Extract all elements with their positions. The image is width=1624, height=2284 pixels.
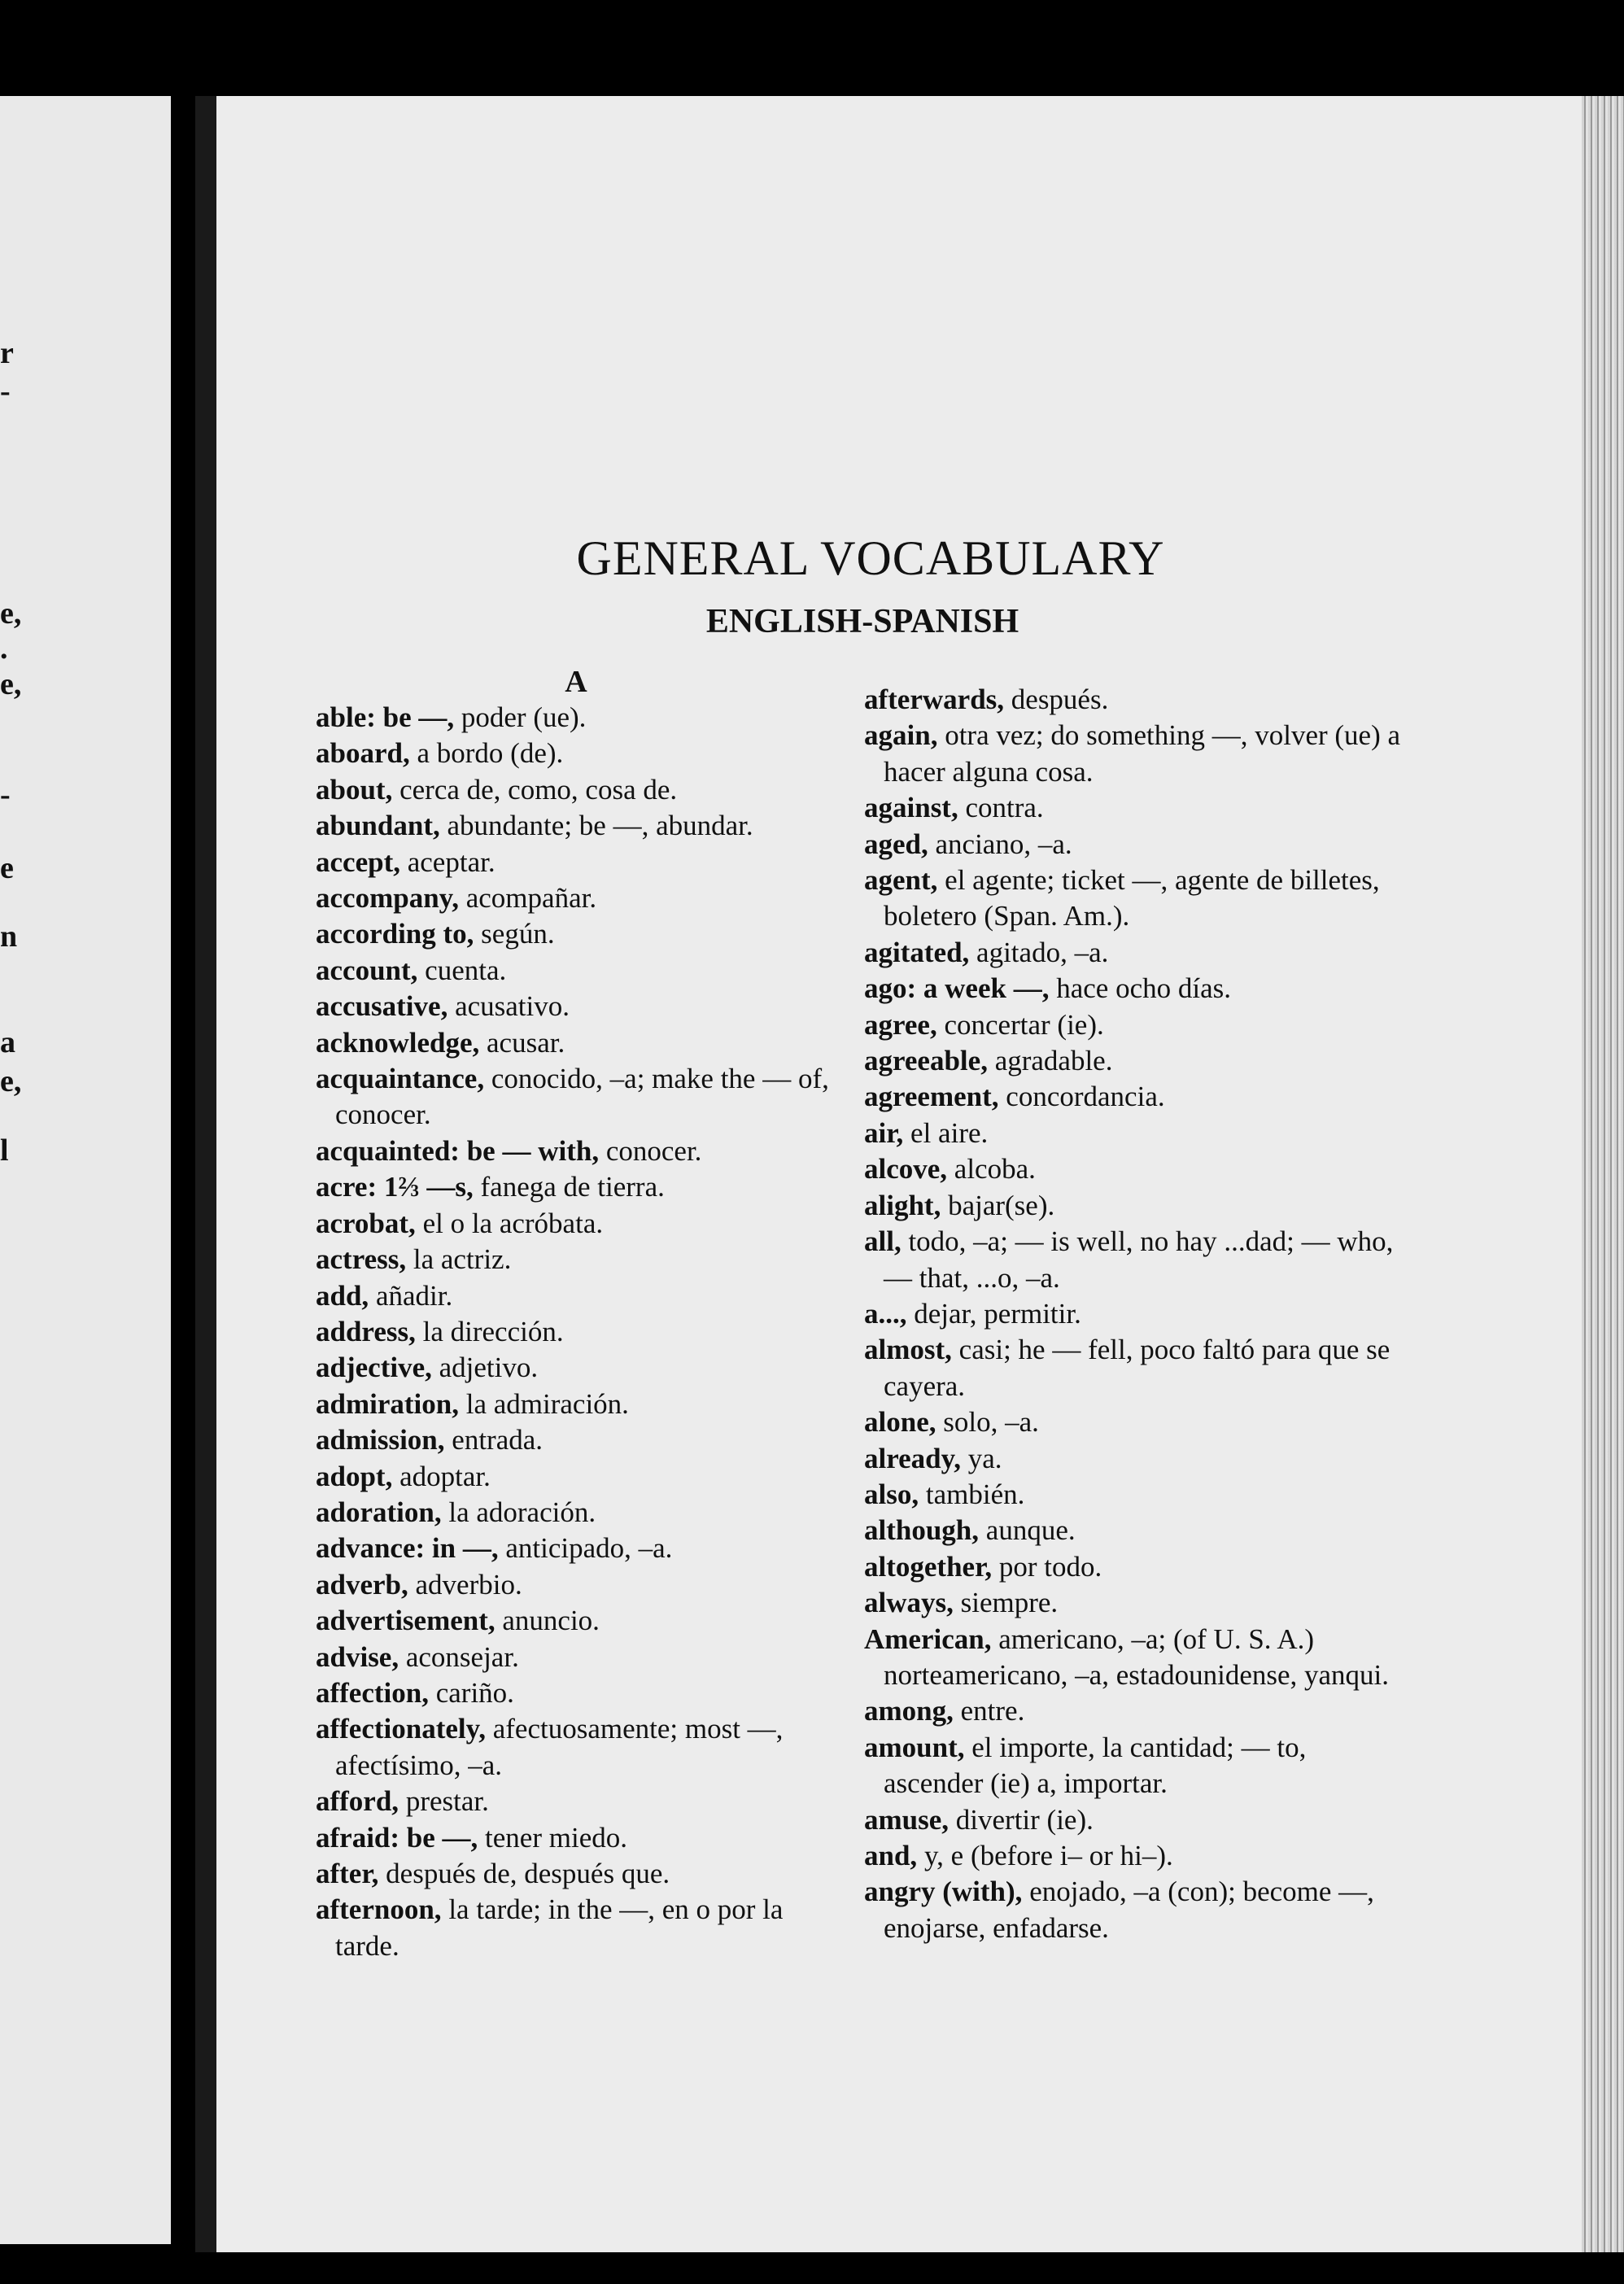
entry-translation: enojado, –a (con); become —, enojarse, enfadarse. [884,1876,1374,1944]
vocab-entry [864,863,1401,935]
entry-translation: adoptar. [392,1460,491,1492]
entry-headword: acquaintance, [316,1063,485,1095]
entry-headword: acknowledge, [316,1026,480,1059]
entry-translation: contra. [958,792,1044,824]
entry-translation: fanega de tierra. [473,1171,665,1203]
entry-translation: conocido, –a; make the — of, conocer. [335,1063,829,1131]
entry-headword: afterwards, [864,683,1005,715]
vocab-entry [864,1079,1401,1115]
entry-headword: agree, [864,1008,937,1041]
entry-headword: angry (with), [864,1876,1023,1908]
vocab-entry [864,1296,1401,1332]
entry-translation: el o la acróbata. [415,1207,604,1239]
entry-headword: alcove, [864,1153,948,1186]
vocab-entry [316,880,836,916]
entry-translation: otra vez; do something —, volver (ue) a hacer alguna cosa. [884,719,1401,788]
vocab-entry [316,953,836,989]
vocab-entry [864,935,1401,971]
entry-translation: bajar(se). [941,1189,1055,1221]
entry-translation: después de, después que. [378,1858,670,1889]
entry-headword: acquainted: be — with, [316,1134,600,1167]
entry-translation: y, e (before i– or hi–). [917,1840,1173,1871]
entry-headword: although, [864,1514,980,1547]
vocab-entry [316,1061,836,1133]
left-page-edge [0,96,171,2244]
entry-translation: afectuosamente; most —, afectísimo, –a. [335,1713,784,1781]
entry-translation: solo, –a. [936,1406,1039,1439]
entry-headword: admission, [316,1424,445,1456]
vocab-entry [316,1314,836,1350]
entry-translation: por todo. [992,1550,1102,1583]
entry-headword: address, [316,1315,416,1347]
left-margin-fragment: r [0,336,14,370]
entry-headword: agitated, [864,936,970,968]
entry-headword: acrobat, [316,1207,416,1239]
entry-translation: a bordo (de). [409,737,564,770]
entry-translation: concertar (ie). [936,1008,1104,1041]
page-edge-stack [1582,96,1624,2252]
entry-headword: afternoon, [316,1893,442,1926]
entry-headword: according to, [316,918,474,950]
entry-translation: abundante; be —, abundar. [439,810,753,842]
entry-translation: conocer. [599,1134,702,1167]
vocab-entry [864,1730,1401,1802]
entry-translation: la admiración. [458,1387,629,1420]
entry-translation: anciano, –a. [928,828,1072,860]
right-column [864,682,1401,1946]
entry-translation: cariño. [428,1676,514,1709]
right-entries-list [864,682,1401,1946]
entry-headword: also, [864,1478,919,1510]
entry-translation: americano, –a; (of U. S. A.) norteamericano, –a, estadounidense, yanqui. [884,1622,1390,1691]
vocab-entry [316,772,836,808]
vocab-entry [316,1206,836,1242]
entry-headword: affection, [316,1676,429,1709]
entry-headword: about, [316,773,393,806]
left-margin-fragment: e, [0,596,22,631]
entry-headword: accusative, [316,990,448,1023]
entry-headword: adoration, [316,1496,442,1528]
vocab-entry [864,1477,1401,1513]
left-column [316,664,836,1964]
vocab-entry [864,682,1401,718]
left-entries-list [316,700,836,1964]
vocab-entry [316,1350,836,1386]
entry-headword: affectionately, [316,1713,486,1745]
entry-headword: afford, [316,1785,399,1818]
entry-headword: against, [864,792,958,824]
vocab-entry [316,916,836,952]
vocab-entry [316,845,836,880]
entry-headword: among, [864,1695,954,1727]
vocab-entry [316,1422,836,1458]
entry-headword: after, [316,1858,379,1889]
vocab-entry [316,1675,836,1711]
entry-headword: accompany, [316,882,459,915]
entry-headword: abundant, [316,810,440,842]
left-margin-fragment: a [0,1025,15,1059]
vocab-entry [316,1784,836,1819]
entry-translation: según. [474,918,555,950]
entry-translation: divertir (ie). [949,1803,1094,1836]
entry-translation: añadir. [369,1279,453,1312]
entry-headword: always, [864,1587,954,1619]
vocab-entry [316,1133,836,1169]
entry-translation: cuenta. [417,954,507,986]
vocab-entry [864,1838,1401,1874]
entry-translation: hace ocho días. [1049,972,1231,1005]
entry-headword: agreeable, [864,1045,988,1077]
entry-translation: entre. [953,1695,1025,1727]
entry-translation: la tarde; in the —, en o por la tarde. [335,1893,784,1962]
vocab-entry [864,1116,1401,1151]
entry-translation: dejar, permitir. [906,1297,1081,1330]
vocab-entry [316,1242,836,1277]
entry-headword: adopt, [316,1460,393,1492]
entry-headword: and, [864,1840,918,1871]
entry-headword: alone, [864,1406,936,1439]
vocab-entry [864,1441,1401,1477]
entry-headword: a..., [864,1297,907,1330]
vocab-entry [316,700,836,736]
left-margin-fragment: e [0,851,14,885]
entry-translation: acusativo. [447,990,570,1023]
entry-headword: actress, [316,1243,407,1276]
entry-translation: siempre. [953,1587,1059,1619]
vocab-entry [864,1802,1401,1838]
vocab-entry [864,1224,1401,1296]
vocab-entry [316,1495,836,1531]
entry-headword: admiration, [316,1387,459,1420]
vocab-entry [864,1585,1401,1621]
vocab-entry [864,718,1401,790]
entry-translation: poder (ue). [454,701,587,733]
entry-translation: entrada. [444,1424,544,1456]
vocab-entry [864,1693,1401,1729]
vocab-entry [864,1332,1401,1404]
entry-headword: advance: in —, [316,1532,499,1565]
vocab-entry [316,1711,836,1784]
left-margin-fragment: - [0,374,11,408]
entry-translation: agitado, –a. [969,936,1109,968]
entry-headword: agreement, [864,1081,999,1113]
entry-headword: accept, [316,845,400,878]
entry-headword: adjective, [316,1352,432,1384]
section-letter: A [565,665,587,699]
vocab-entry [316,1278,836,1314]
vocab-entry [316,1459,836,1495]
entry-translation: acusar. [479,1026,565,1059]
entry-headword: air, [864,1116,904,1149]
entry-translation: adverbio. [408,1568,522,1601]
entry-headword: American, [864,1622,992,1655]
left-margin-fragment: l [0,1133,9,1168]
left-margin-fragment: e, [0,1064,22,1098]
vocab-entry [316,1169,836,1205]
entry-translation: ya. [960,1442,1002,1474]
entry-translation: adjetivo. [431,1352,539,1384]
entry-translation: el importe, la cantidad; — to, ascender (ie) a, importar. [884,1731,1307,1800]
left-margin-fragment: n [0,919,18,954]
page-subtitle: ENGLISH-SPANISH [705,603,1019,640]
vocab-entry [864,1188,1401,1224]
entry-translation: todo, –a; — is well, no hay ...dad; — who, — that, ...o, –a. [884,1225,1394,1294]
vocab-entry [864,1151,1401,1187]
vocab-entry [316,1387,836,1422]
vocab-entry [316,1531,836,1566]
entry-headword: all, [864,1225,901,1258]
entry-translation: concordancia. [998,1081,1165,1113]
entry-headword: add, [316,1279,369,1312]
entry-translation: agradable. [987,1045,1113,1077]
entry-headword: alight, [864,1189,941,1221]
entry-translation: anuncio. [495,1605,600,1637]
entry-translation: el agente; ticket —, agente de billetes, boletero (Span. Am.). [884,864,1380,932]
entry-headword: again, [864,719,938,752]
entry-translation: el aire. [903,1116,989,1149]
entry-headword: already, [864,1442,961,1474]
vocab-entry [316,1856,836,1892]
entry-headword: amount, [864,1731,965,1763]
entry-headword: acre: 1⅔ —s, [316,1171,474,1203]
vocab-entry [864,1404,1401,1440]
vocab-entry [864,1549,1401,1585]
entry-headword: advertisement, [316,1605,495,1637]
vocab-entry [864,1622,1401,1694]
entry-translation: después. [1004,683,1109,715]
entry-translation: la adoración. [441,1496,596,1528]
entry-translation: cerca de, como, cosa de. [392,773,678,806]
page-title: GENERAL VOCABULARY [576,531,1165,585]
entry-headword: amuse, [864,1803,950,1836]
entry-headword: ago: a week —, [864,972,1050,1005]
vocab-entry [864,1043,1401,1079]
vocab-entry [316,1603,836,1639]
vocab-entry [316,989,836,1024]
entry-translation: aconsejar. [399,1640,519,1673]
entry-headword: aged, [864,828,928,860]
vocab-entry [864,971,1401,1007]
entry-translation: casi; he — fell, poco faltó para que se cayera. [884,1334,1390,1402]
entry-translation: aceptar. [399,845,495,878]
entry-translation: anticipado, –a. [498,1532,673,1565]
entry-translation: alcoba. [947,1153,1036,1186]
vocab-entry [316,1820,836,1856]
entry-translation: prestar. [399,1785,489,1818]
entry-translation: la dirección. [415,1315,564,1347]
entry-translation: tener miedo. [478,1821,627,1854]
entry-headword: advise, [316,1640,399,1673]
vocab-entry [316,1567,836,1603]
vocab-entry [864,1874,1401,1946]
entry-translation: acompañar. [458,882,597,915]
vocab-entry [864,790,1401,826]
vocab-entry [316,1025,836,1061]
left-margin-fragment: . [0,631,8,666]
vocab-entry [316,1892,836,1964]
entry-headword: account, [316,954,418,986]
entry-translation: aunque. [979,1514,1076,1547]
vocab-entry [864,1007,1401,1043]
entry-headword: adverb, [316,1568,408,1601]
vocab-entry [316,808,836,844]
left-margin-fragment: - [0,778,11,812]
vocab-entry [864,827,1401,863]
left-margin-fragment: e, [0,667,22,701]
entry-translation: también. [919,1478,1025,1510]
entry-headword: afraid: be —, [316,1821,478,1854]
vocab-entry [864,1513,1401,1548]
vocab-entry [316,1640,836,1675]
entry-headword: altogether, [864,1550,993,1583]
entry-headword: aboard, [316,737,410,770]
entry-headword: able: be —, [316,701,455,733]
entry-headword: agent, [864,864,938,897]
entry-translation: la actriz. [406,1243,512,1276]
entry-headword: almost, [864,1334,952,1366]
vocab-entry [316,736,836,771]
